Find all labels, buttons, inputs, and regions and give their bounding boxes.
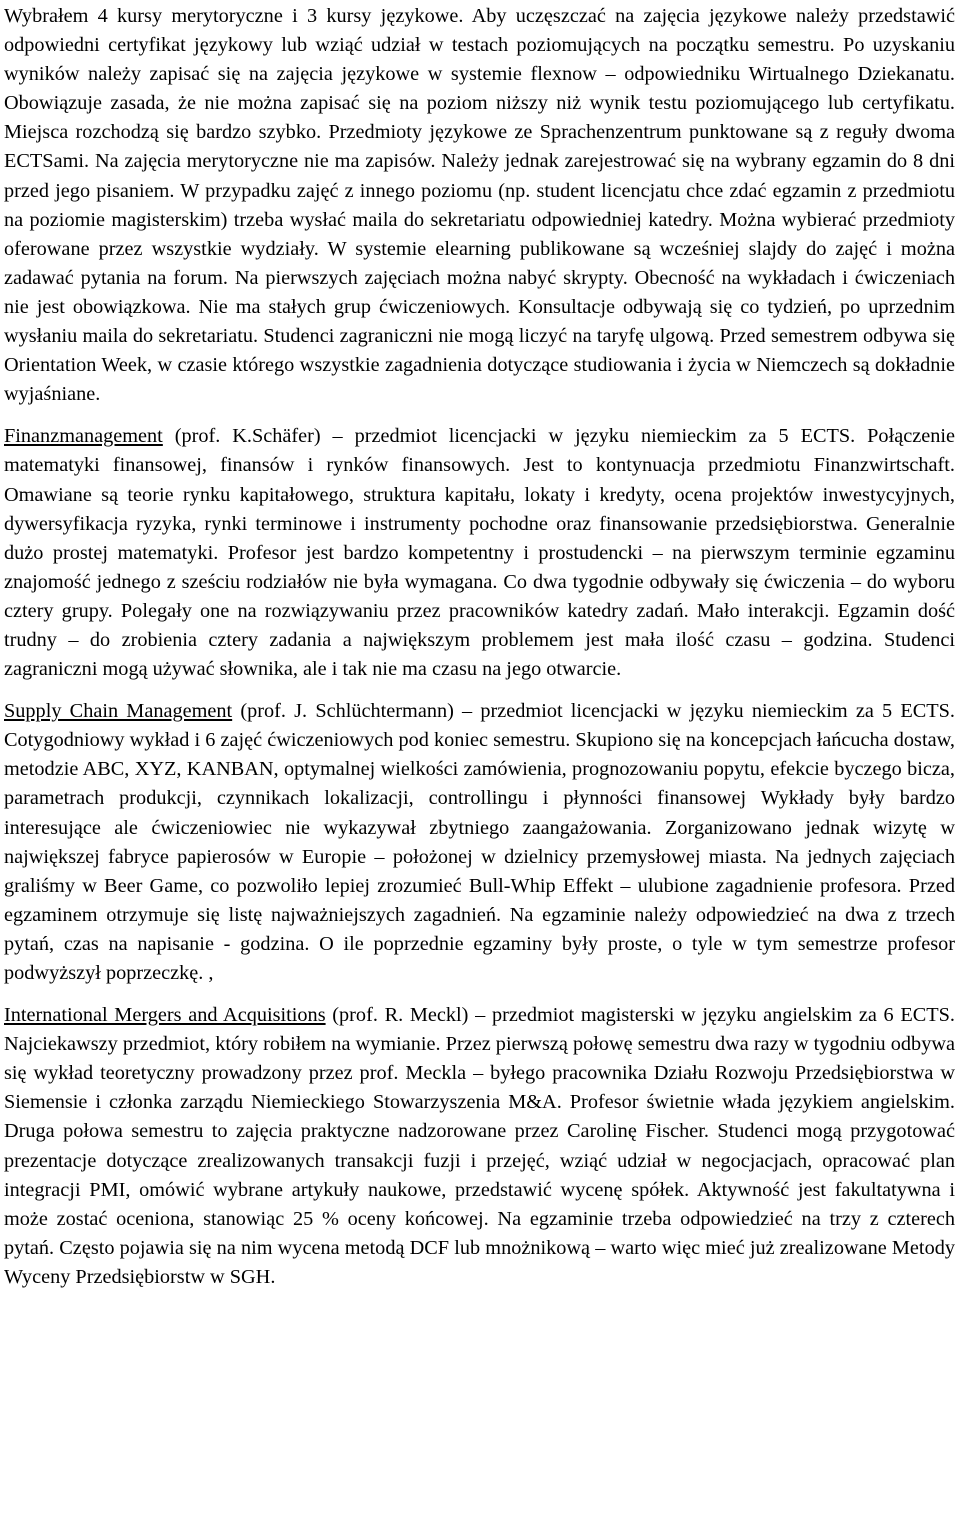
course-title-mergers: International Mergers and Acquisitions [4, 1004, 326, 1027]
course-description-finanzmanagement: (prof. K.Schäfer) – przedmiot licencjacki w języku niemieckim za 5 ECTS. Połączenie matematyki finansowej, finansów i rynków finansowych. Jest to kontynuacja przedmiotu Finanzwirtschaft. Omawiane są teorie rynku kapitałowego, struktura kapitału, lokaty i kredyty, ocena projektów inwestycyjnych, dywersyfikacja ryzyka, rynki terminowe i instrumenty pochodne oraz finansowanie przedsiębiorstwa. Generalnie dużo prostej matematyki. Profesor jest bardzo kompetentny i prostudencki – na pierwszym terminie egzaminu znajomość jednego z sześciu rodziałów nie była wymagana. Co dwa tygodnie odbywały się ćwiczenia – do wyboru cztery grupy. Polegały one na rozwiązywaniu przez pracowników katedry zadań. Mało interakcji. Egzamin dość trudny – do zrobienia cztery zadania a największym problemem jest mała ilość czasu – godzina. Studenci zagraniczni mogą używać słownika, ale i tak nie ma czasu na jego otwarcie. [4, 425, 955, 681]
paragraph-spacer [4, 988, 955, 1001]
intro-text: Wybrałem 4 kursy merytoryczne i 3 kursy językowe. Aby uczęszczać na zajęcia językowe należy przedstawić odpowiedni certyfikat językowy lub wziąć udział w testach poziomujących na początku semestru. Po uzyskaniu wyników należy zapisać się na zajęcia językowe w systemie flexnow – odpowiedniku Wirtualnego Dziekanatu. Obowiązuje zasada, że nie można zapisać się na poziom niższy niż wynik testu poziomującego lub certyfikatu. Miejsca rozchodzą się bardzo szybko. Przedmioty językowe ze Sprachenzentrum punktowane są z reguły dwoma ECTSami. Na zajęcia merytoryczne nie ma zapisów. Należy jednak zarejestrować się na wybrany egzamin do 8 dni przed jego pisaniem. W przypadku zajęć z innego poziomu (np. student licencjatu chce zdać egzamin z przedmiotu na poziomie magisterskim) trzeba wysłać maila do sekretariatu odpowiedniej katedry. Można wybierać przedmioty oferowane przez wszystkie wydziały. W systemie elearning publikowane są wcześniej slajdy do zajęć i można zadawać pytania na forum. Na pierwszych zajęciach można nabyć skrypty. Obecność na wykładach i ćwiczeniach nie jest obowiązkowa. Nie ma stałych grup ćwiczeniowych. Konsultacje odbywają się co tydzień, po uprzednim wysłaniu maila do sekretariatu. Studenci zagraniczni nie mogą liczyć na taryfę ulgową. Przed semestrem odbywa się Orientation Week, w czasie którego wszystkie zagadnienia dotyczące studiowania i życia w Niemczech są dokładnie wyjaśniane. [4, 5, 955, 406]
course-paragraph-finanzmanagement [4, 422, 955, 684]
paragraph-spacer [4, 684, 955, 697]
intro-paragraph [4, 2, 955, 409]
paragraph-spacer [4, 409, 955, 422]
course-paragraph-mergers [4, 1001, 955, 1292]
course-description-mergers: (prof. R. Meckl) – przedmiot magisterski w języku angielskim za 6 ECTS. Najciekawszy przedmiot, który robiłem na wymianie. Przez pierwszą połowę semestru dwa razy w tygodniu odbywa się wykład teoretyczny prowadzony przez prof. Meckla – byłego pracownika Działu Rozwoju Przedsiębiorstwa w Siemensie i członka zarządu Niemieckiego Stowarzyszenia M&A. Profesor świetnie włada językiem angielskim. Druga połowa semestru to zajęcia praktyczne nadzorowane przez Carolinę Fischer. Studenci mogą przygotować prezentacje dotyczące zrealizowanych transakcji fuzji i przejęć, wziąć udział w negocjacjach, opracować plan integracji PMI, omówić wybrane artykuły naukowe, przedstawić wycenę spółek. Aktywność jest fakultatywna i może zostać oceniona, stanowiąc 25 % oceny końcowej. Na egzaminie trzeba odpowiedzieć na trzy z czterech pytań. Często pojawia się na nim wycena metodą DCF lub mnożnikową – warto więc mieć już zrealizowane Metody Wyceny Przedsiębiorstw w SGH. [4, 1004, 955, 1288]
course-title-supply-chain: Supply Chain Management [4, 700, 233, 723]
course-title-finanzmanagement: Finanzmanagement [4, 425, 163, 448]
course-paragraph-supply-chain [4, 697, 955, 988]
course-description-supply-chain: (prof. J. Schlüchtermann) – przedmiot licencjacki w języku niemieckim za 5 ECTS. Cotygodniowy wykład i 6 zajęć ćwiczeniowych pod koniec semestru. Skupiono się na koncepcjach łańcucha dostaw, metodzie ABC, XYZ, KANBAN, optymalnej wielkości zamówienia, prognozowaniu popytu, efekcie byczego bicza, parametrach produkcji, czynnikach lokalizacji, controllingu i płynności finansowej Wykłady były bardzo interesujące ale ćwiczeniowiec nie wykazywał zbytniego zaangażowania. Zorganizowano jednak wizytę w największej fabryce papierosów w Europie – położonej w dzielnicy przemysłowej miasta. Na jednych zajęciach graliśmy w Beer Game, co pozwoliło lepiej zrozumieć Bull-Whip Effekt – ulubione zagadnienie profesora. Przed egzaminem otrzymuje się listę najważniejszych zagadnień. Na egzaminie należy odpowiedzieć na dwa z trzech pytań, czas na napisanie - godzina. O ile poprzednie egzaminy były proste, o tyle w tym semestrze profesor podwyższył poprzeczkę. , [4, 700, 955, 984]
